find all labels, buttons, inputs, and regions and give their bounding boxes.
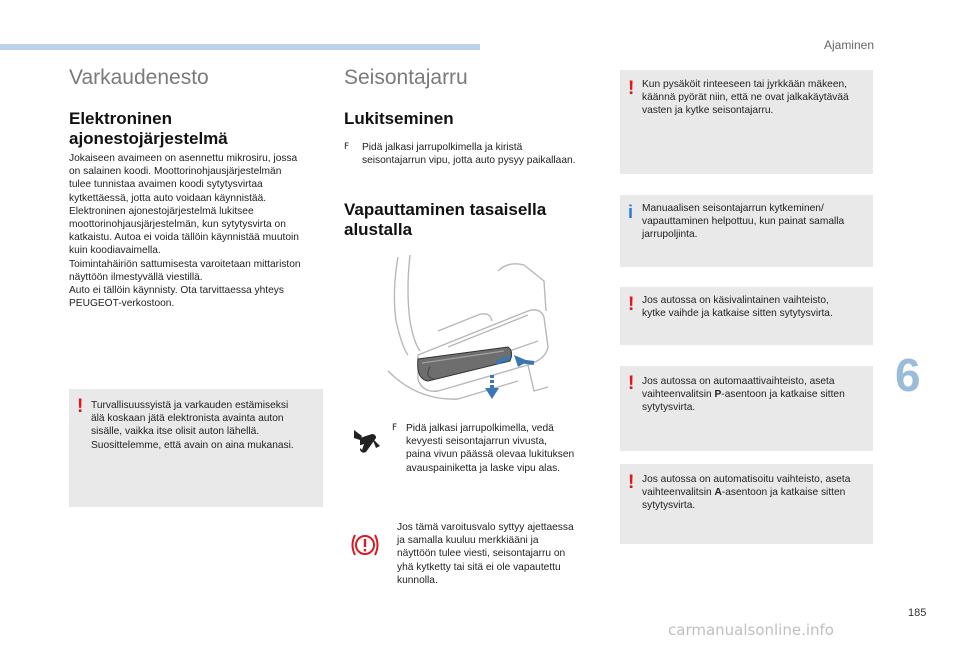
box-line: kytke vaihde ja katkaise sitten sytytysvirta. xyxy=(642,308,833,320)
body-line: Auto ei tällöin käynnisty. Ota tarvittaessa yhteys xyxy=(69,285,284,297)
release-line: Pidä jalkasi jarrupolkimella, vedä xyxy=(406,423,554,434)
box-line: vapauttaminen helpottuu, kun painat samalla xyxy=(642,216,845,228)
manual-gearbox-text xyxy=(642,294,833,320)
box-line: Jos autossa on automatisoitu vaihteisto, aseta xyxy=(642,474,851,485)
warning-line: Suosittelemme, että avain on aina mukanasi. xyxy=(91,439,294,451)
body-line: Jokaiseen avaimeen on asennettu mikrosiru, jossa xyxy=(69,153,298,164)
brake-warning-lamp-icon xyxy=(350,532,380,558)
warning-icon: ! xyxy=(628,373,635,394)
down-arrow-head xyxy=(485,388,499,399)
gear-position-a: A xyxy=(714,487,722,499)
box-line xyxy=(642,388,845,401)
heading-line: Vapauttaminen tasaisella xyxy=(344,200,547,219)
heading-line: ajonestojärjestelmä xyxy=(69,129,228,148)
warning-line: sisälle, vaikka itse olisit auton lähellä. xyxy=(91,426,260,438)
gear-position-p: P xyxy=(714,389,722,401)
box-line-pre: vaihteenvalitsin xyxy=(642,487,715,499)
warning-icon: ! xyxy=(628,472,635,493)
page-number: 185 xyxy=(908,607,927,619)
box-line: Kun pysäköit rinteeseen tai jyrkkään mäkeen, xyxy=(642,79,847,90)
body-line: kuin koodiavaimella. xyxy=(69,245,161,257)
lamp-line: Jos tämä varoitusvalo syttyy ajettaessa xyxy=(397,522,574,533)
warning-icon: ! xyxy=(628,294,635,315)
release-instruction xyxy=(392,422,574,475)
body-line: näyttöön ilmestyvällä viestillä. xyxy=(69,271,203,283)
warning-box-key xyxy=(69,389,323,507)
heading-line: alustalla xyxy=(344,220,413,239)
header-accent-bar xyxy=(0,44,480,50)
warning-icon: ! xyxy=(77,396,84,417)
manual-brake-text xyxy=(642,202,844,242)
section-title-varkaudenesto: Varkaudenesto xyxy=(69,66,209,89)
box-line: vasten ja kytke seisontajarru. xyxy=(642,105,774,117)
handbrake-illustration xyxy=(378,251,554,403)
lamp-text xyxy=(397,521,574,587)
automatic-text xyxy=(642,375,845,415)
box-line xyxy=(642,486,850,499)
release-line: kevyesti seisontajarrun vivusta, xyxy=(406,436,547,448)
bullet: F xyxy=(392,423,398,433)
section-name: Ajaminen xyxy=(823,38,874,52)
body-line: katkaistu. Autoa ei voida tällöin käynnistää muutoin xyxy=(69,232,299,244)
lamp-line: kunnolla. xyxy=(397,574,438,586)
body-line: Toimintahäiriön sattumisesta varoitetaan mittariston xyxy=(69,258,301,270)
release-heading xyxy=(344,200,546,240)
box-line: sytytysvirta. xyxy=(642,402,696,414)
lock-heading: Lukitseminen xyxy=(344,109,454,128)
immobiliser-text xyxy=(69,152,329,310)
brake-warning-lamp-graphic xyxy=(350,532,380,558)
box-line: Manuaalisen seisontajarrun kytkeminen/ xyxy=(642,203,824,214)
box-line-pre: vaihteenvalitsin xyxy=(642,389,715,401)
release-line: avauspainiketta ja laske vipu alas. xyxy=(406,462,561,474)
watermark: carmanualsonline.info xyxy=(668,621,834,639)
body-line: on salainen koodi. Moottorinohjausjärjestelmän xyxy=(69,166,282,178)
warning-icon: ! xyxy=(628,78,635,99)
warning-text xyxy=(91,399,294,452)
body-line: kytkettäessä, jotta auto voidaan käynnistää. xyxy=(69,192,267,204)
immobiliser-heading xyxy=(69,109,228,149)
lock-line: seisontajarrun vipu, jotta auto pysyy paikallaan. xyxy=(362,155,576,167)
lamp-line: yhä kytketty tai sitä ei ole vapautettu xyxy=(397,561,561,573)
lock-instruction xyxy=(344,141,576,167)
slope-text xyxy=(642,78,849,118)
warning-box-slope xyxy=(620,70,873,174)
heading-line: Elektroninen xyxy=(69,109,172,128)
box-line-post: -asentoon ja katkaise sitten xyxy=(721,389,845,401)
release-line: paina vivun päässä olevaa lukituksen xyxy=(406,449,575,461)
body-line: moottorinohjausjärjestelmän, kun sytytysvirta on xyxy=(69,219,286,231)
lock-line: Pidä jalkasi jarrupolkimella ja kiristä xyxy=(362,142,523,153)
info-box-manual-brake xyxy=(620,195,873,267)
body-line: tulee tunnistaa avaimen koodi sytytysvirtaa xyxy=(69,179,263,191)
hand-icon xyxy=(350,424,382,456)
chapter-number: 6 xyxy=(895,349,921,401)
warning-line: Turvallisuussyistä ja varkauden estämiseksi xyxy=(91,400,289,411)
warning-box-automatic xyxy=(620,366,873,451)
automated-text xyxy=(642,473,850,513)
body-line: Elektroninen ajonestojärjestelmä lukitsee xyxy=(69,205,254,217)
bullet: F xyxy=(344,142,350,152)
box-line: jarrupoljinta. xyxy=(642,229,698,241)
box-line-post: -asentoon ja katkaise sitten xyxy=(721,487,846,499)
box-line: Jos autossa on automaattivaihteisto, aseta xyxy=(642,376,835,387)
warning-box-manual-gearbox xyxy=(620,287,873,345)
section-title-seisontajarru: Seisontajarru xyxy=(344,66,468,89)
lamp-line: ja samalla kuuluu merkkiääni ja xyxy=(397,535,539,547)
warning-box-automated xyxy=(620,464,873,544)
box-line: Jos autossa on käsivalintainen vaihteisto, xyxy=(642,295,829,306)
lamp-line: näyttöön tulee viesti, seisontajarru on xyxy=(397,548,566,560)
box-line: käännä pyörät niin, että ne ovat jalkakäytävää xyxy=(642,92,849,104)
info-icon: i xyxy=(628,202,634,222)
warning-line: älä koskaan jätä elektronista avainta auton xyxy=(91,413,284,425)
box-line: sytytysvirta. xyxy=(642,500,696,512)
body-line: PEUGEOT-verkostoon. xyxy=(69,298,175,310)
